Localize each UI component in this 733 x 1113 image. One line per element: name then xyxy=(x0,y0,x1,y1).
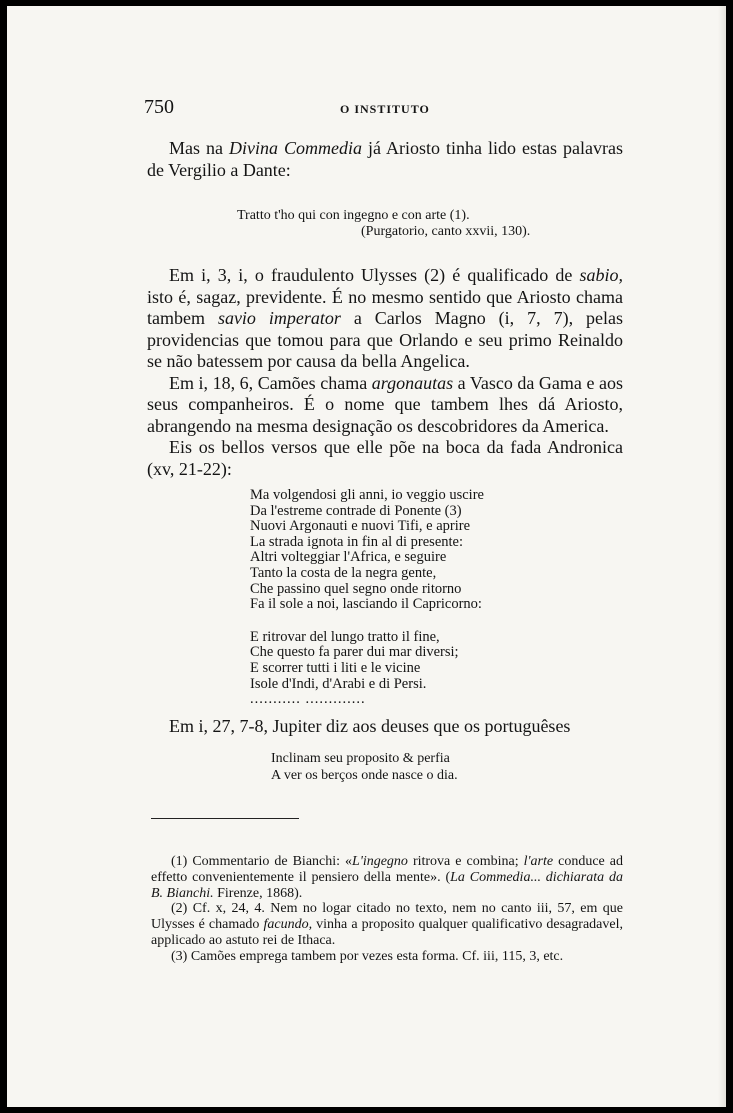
lusiadas-quote xyxy=(271,750,611,784)
main-text xyxy=(147,265,623,480)
jupiter-block xyxy=(147,716,623,738)
footnote-3: (3) Camões emprega tambem por vezes esta forma. Cf. iii, 115, 3, etc. xyxy=(171,948,564,964)
verse-line: Che passino quel segno onde ritorno xyxy=(250,580,462,597)
verse-line: E ritrovar del lungo tratto il fine, xyxy=(250,628,440,645)
verse-line: Altri volteggiar l'Africa, e seguire xyxy=(250,549,447,566)
footnote-rule xyxy=(151,818,299,819)
quote-line: Tratto t'ho qui con ingegno e con arte (1). xyxy=(237,208,470,223)
footnote-2: (2) Cf. x, 24, 4. Nem no logar citado no texto, nem no canto iii, 57, em que Ulysses é chamado facundo, vinha a proposito qualquer qualificativo desagradavel, applicado ao astuto rei de Ithaca. xyxy=(151,901,623,948)
quote-citation: (Purgatorio, canto xxvii, 130). xyxy=(361,224,531,239)
paragraph-jupiter: Em i, 27, 7-8, Jupiter diz aos deuses que os portuguêses xyxy=(169,716,571,736)
footnote-1: (1) Commentario de Bianchi: «L'ingegno ritrova e combina; l'arte conduce ad effetto convenientemente il pensiero della mente». (La Commedia... dichiarata da B. Bianchi. Firenze, 1868). xyxy=(151,854,624,901)
intro-block xyxy=(147,138,623,181)
page xyxy=(7,6,726,1107)
verse-line: La strada ignota in fin al di presente: xyxy=(250,533,463,550)
verse-line: Da l'estreme contrade di Ponente (3) xyxy=(250,502,462,519)
page-number: 750 xyxy=(144,96,174,118)
page-edge-shadow xyxy=(718,6,726,1107)
verse-line: Tanto la costa de la negra gente, xyxy=(250,564,437,581)
intro-paragraph: Mas na Divina Commedia já Ariosto tinha lido estas palavras de Vergilio a Dante: xyxy=(147,138,624,180)
running-title: O INSTITUTO xyxy=(340,102,430,116)
ellipsis: ........... ............. xyxy=(250,691,366,708)
paragraph-ulysses: Em i, 3, i, o fraudulento Ulysses (2) é qualificado de sabio, isto é, sagaz, previdente. É no mesmo sentido que Ariosto chama tambem savio imperator a Carlos Magno (i, 7, 7), pelas providencias que tomou para que Orlando e seu primo Reinaldo se não batessem por causa da bella Angelica. xyxy=(147,265,624,371)
paragraph-argonautas: Em i, 18, 6, Camões chama argonautas a Vasco da Gama e aos seus companheiros. É o nome que tambem lhes dá Ariosto, abrangendo na mesma designação os descobridores da America. xyxy=(147,372,623,436)
quote-line: A ver os berços onde nasce o dia. xyxy=(271,768,458,783)
verse-line: E scorrer tutti i liti e le vicine xyxy=(250,659,421,676)
verse-line: Fa il sole a noi, lasciando il Capricorno: xyxy=(250,596,482,613)
verse-line: Isole d'Indi, d'Arabi e di Persi. xyxy=(250,675,427,692)
quote-line: Inclinam seu proposito & perfia xyxy=(271,751,450,766)
verse-line: Ma volgendosi gli anni, io veggio uscire xyxy=(250,487,484,503)
ariosto-verses xyxy=(250,488,580,708)
footnotes xyxy=(151,854,623,965)
verse-line: Che questo fa parer dui mar diversi; xyxy=(250,644,459,661)
purgatorio-quote xyxy=(237,208,617,240)
page-header xyxy=(144,96,624,124)
paragraph-andronica: Eis os bellos versos que elle põe na boca da fada Andronica (xv, 21-22): xyxy=(147,437,623,479)
verse-line: Nuovi Argonauti e nuovi Tifi, e aprire xyxy=(250,518,471,535)
